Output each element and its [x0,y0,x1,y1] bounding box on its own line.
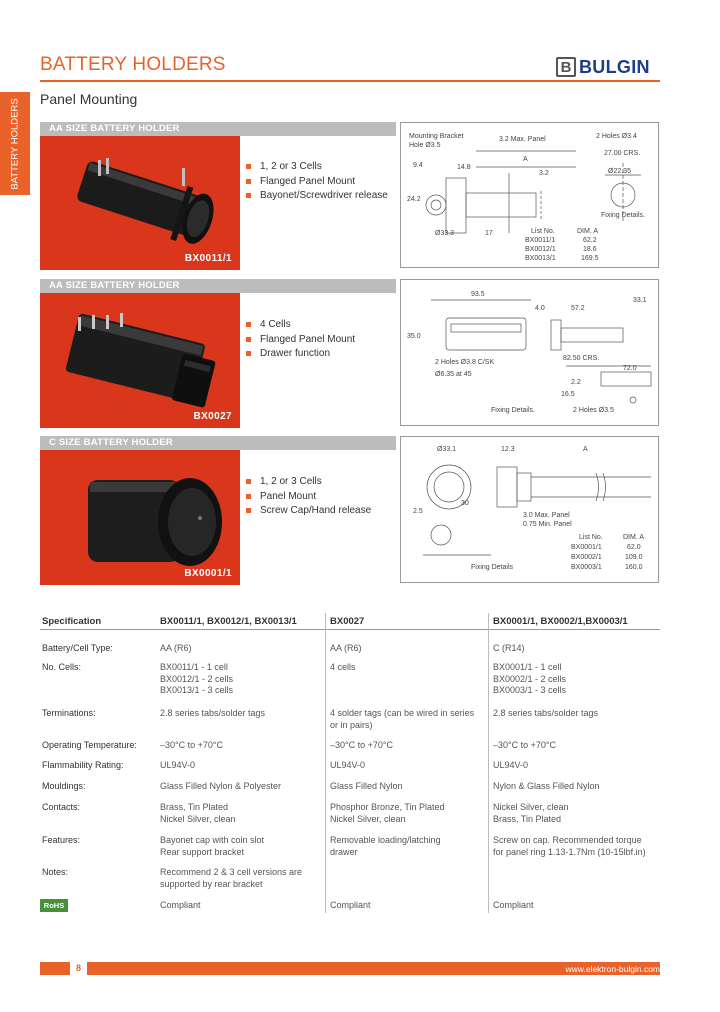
spec-cell: AA (R6) [330,643,362,653]
drawing-label: Fixing Details. [601,212,645,219]
drawing-label: 2.5 [413,508,423,515]
drawing-label: DIM. A [623,534,645,541]
logo-text: BULGIN [579,56,650,77]
header-rule [40,80,660,82]
spec-header-col2: BX0027 [330,616,365,627]
drawing-label: 30 [461,500,469,507]
page-number: 8 [70,961,87,976]
feature-item: 1, 2 or 3 Cells [246,475,371,490]
feature-item: Panel Mount [246,490,371,505]
spec-row-label: Mouldings: [42,781,86,791]
spec-cell: –30°C to +70°C [493,740,556,750]
section-bar-c: C SIZE BATTERY HOLDER [40,436,396,450]
spec-cell: Compliant [493,900,534,910]
drawing-label: 17 [485,230,493,237]
spec-cell: C (R14) [493,643,525,653]
drawing-label: 109.0 [625,554,643,561]
aa4-holder-image [40,293,240,428]
rohs-badge: RoHS [40,899,68,912]
spec-row-label: Features: [42,835,81,845]
drawing-label: A [523,156,528,163]
drawing-label: 3.0 Max. Panel [523,512,570,519]
spec-row-label: Notes: [42,867,69,877]
spec-cell: UL94V-0 [160,760,196,770]
drawing-label: List No. [531,228,555,235]
spec-cell: Recommend 2 & 3 cell versions are supported by rear bracket [160,867,303,889]
side-tab [0,92,30,195]
feature-list-1 [246,160,388,204]
spec-header-col1: BX0011/1, BX0012/1, BX0013/1 [160,616,297,627]
drawing-label: BX0012/1 [525,246,556,253]
spec-cell: Nylon & Glass Filled Nylon [493,781,600,791]
spec-cell: UL94V-0 [493,760,529,770]
product-photo-bx0027 [40,293,240,428]
spec-cell: UL94V-0 [330,760,366,770]
drawing-svg-2 [401,280,659,426]
drawing-label: 3.2 Max. Panel [499,136,546,143]
spec-row-label: Battery/Cell Type: [42,643,113,653]
spec-cell: Screw on cap. Recommended torque for panel ring 1.13-1.7Nm (10-15lbf.in) [493,835,646,857]
drawing-label: 62.0 [627,544,641,551]
drawing-label: 33.1 [633,297,647,304]
drawing-label: BX0003/1 [571,564,602,571]
aa-holder-image [40,136,240,270]
spec-cell: AA (R6) [160,643,192,653]
spec-row-label: Terminations: [42,708,96,718]
spec-header-col3: BX0001/1, BX0002/1,BX0003/1 [493,616,628,627]
footer-url[interactable]: www.elektron-bulgin.com [565,964,660,974]
photo-code: BX0011/1 [184,253,232,264]
drawing-label: 9.4 [413,162,423,169]
feature-item: Screw Cap/Hand release [246,504,371,519]
drawing-label: 169.5 [581,255,599,262]
drawing-label: 2.2 [571,379,581,386]
technical-drawing-1 [400,122,659,268]
drawing-label: 82.50 CRS. [563,355,600,362]
spec-cell: BX0011/1 - 1 cell BX0012/1 - 2 cells BX0013/1 - 3 cells [160,662,234,695]
drawing-label: 16.5 [561,391,575,398]
spec-cell: Nickel Silver, clean Brass, Tin Plated [493,802,569,824]
technical-drawing-3 [400,436,659,583]
drawing-label: 12.3 [501,446,515,453]
spec-cell: Glass Filled Nylon & Polyester [160,781,282,791]
drawing-label: BX0013/1 [525,255,556,262]
drawing-label: Ø6.35 at 45 [435,371,472,378]
drawing-label: DIM. A [577,228,599,235]
drawing-label: Ø22.35 [608,168,631,175]
feature-item: 4 Cells [246,318,355,333]
drawing-svg-3 [401,437,659,583]
spec-cell: Phosphor Bronze, Tin Plated Nickel Silver, clean [330,802,445,824]
spec-row-label: Operating Temperature: [42,740,137,750]
drawing-label: 2 Holes Ø3.5 [573,407,614,414]
spec-cell: Glass Filled Nylon [330,781,403,791]
spec-header-label: Specification [42,616,102,627]
product-photo-bx0011 [40,136,240,270]
feature-item: Drawer function [246,347,355,362]
spec-cell: Compliant [160,900,201,910]
drawing-label: 14.8 [457,164,471,171]
drawing-label: A [583,446,588,453]
spec-cell: 4 solder tags (can be wired in series or in pairs) [330,708,475,730]
technical-drawing-2 [400,279,659,426]
spec-row-label: Contacts: [42,802,81,812]
table-rule [40,629,660,630]
drawing-label: 72.0 [623,365,637,372]
section-bar-aa-2: AA SIZE BATTERY HOLDER [40,279,396,293]
drawing-label: 24.2 [407,196,421,203]
drawing-label: List No. [579,534,603,541]
drawing-label: 2 Holes Ø3.8 C/SK [435,359,495,366]
feature-item: Bayonet/Screwdriver release [246,189,388,204]
column-divider [488,613,489,913]
logo-mark: B [556,57,576,77]
drawing-label: 18.6 [583,246,597,253]
drawing-label: 4.0 [535,305,545,312]
spec-cell: Removable loading/latching drawer [330,835,441,857]
drawing-label: 35.0 [407,333,421,340]
drawing-label: 0.75 Min. Panel [523,521,572,528]
drawing-label: BX0002/1 [571,554,602,561]
spec-cell: Compliant [330,900,371,910]
drawing-label: 27.00 CRS. [604,150,641,157]
section-bar-aa-1: AA SIZE BATTERY HOLDER [40,122,396,136]
bulgin-logo [556,56,650,78]
spec-cell: Brass, Tin Plated Nickel Silver, clean [160,802,236,824]
photo-code: BX0001/1 [184,568,232,579]
spec-cell: –30°C to +70°C [160,740,223,750]
spec-cell: 2.8 series tabs/solder tags [160,708,266,718]
spec-cell: –30°C to +70°C [330,740,393,750]
feature-item: Flanged Panel Mount [246,333,355,348]
spec-row-label: Flammability Rating: [42,760,124,770]
spec-cell: 2.8 series tabs/solder tags [493,708,599,718]
photo-code: BX0027 [193,411,232,422]
column-divider [325,613,326,913]
c-holder-image [40,450,240,585]
feature-list-2 [246,318,355,362]
product-photo-bx0001 [40,450,240,585]
feature-list-3 [246,475,371,519]
drawing-label: 93.5 [471,291,485,298]
drawing-label: 57.2 [571,305,585,312]
drawing-label: Hole Ø3.5 [409,142,441,149]
drawing-label: BX0011/1 [525,237,556,244]
spec-row-label: No. Cells: [42,662,82,672]
spec-cell: Bayonet cap with coin slot Rear support bracket [160,835,265,857]
side-tab-label: BATTERY HOLDERS [9,97,21,190]
drawing-label: 2 Holes Ø3.4 [596,133,637,140]
page-subtitle: Panel Mounting [40,91,138,107]
feature-item: 1, 2 or 3 Cells [246,160,388,175]
drawing-label: 62.2 [583,237,597,244]
drawing-label: Fixing Details. [491,407,535,414]
drawing-label: 160.0 [625,564,643,571]
feature-item: Flanged Panel Mount [246,175,388,190]
drawing-label: Fixing Details [471,564,514,571]
drawing-label: 3.2 [539,170,549,177]
spec-cell: BX0001/1 - 1 cell BX0002/1 - 2 cells BX0003/1 - 3 cells [493,662,567,695]
drawing-label: Ø33.3 [435,230,455,237]
drawing-svg-1 [401,123,659,268]
drawing-label: Mounting Bracket [409,133,464,140]
drawing-label: BX0001/1 [571,544,602,551]
spec-cell: 4 cells [330,662,356,672]
page-title: BATTERY HOLDERS [40,54,226,75]
drawing-label: Ø33.1 [437,446,457,453]
